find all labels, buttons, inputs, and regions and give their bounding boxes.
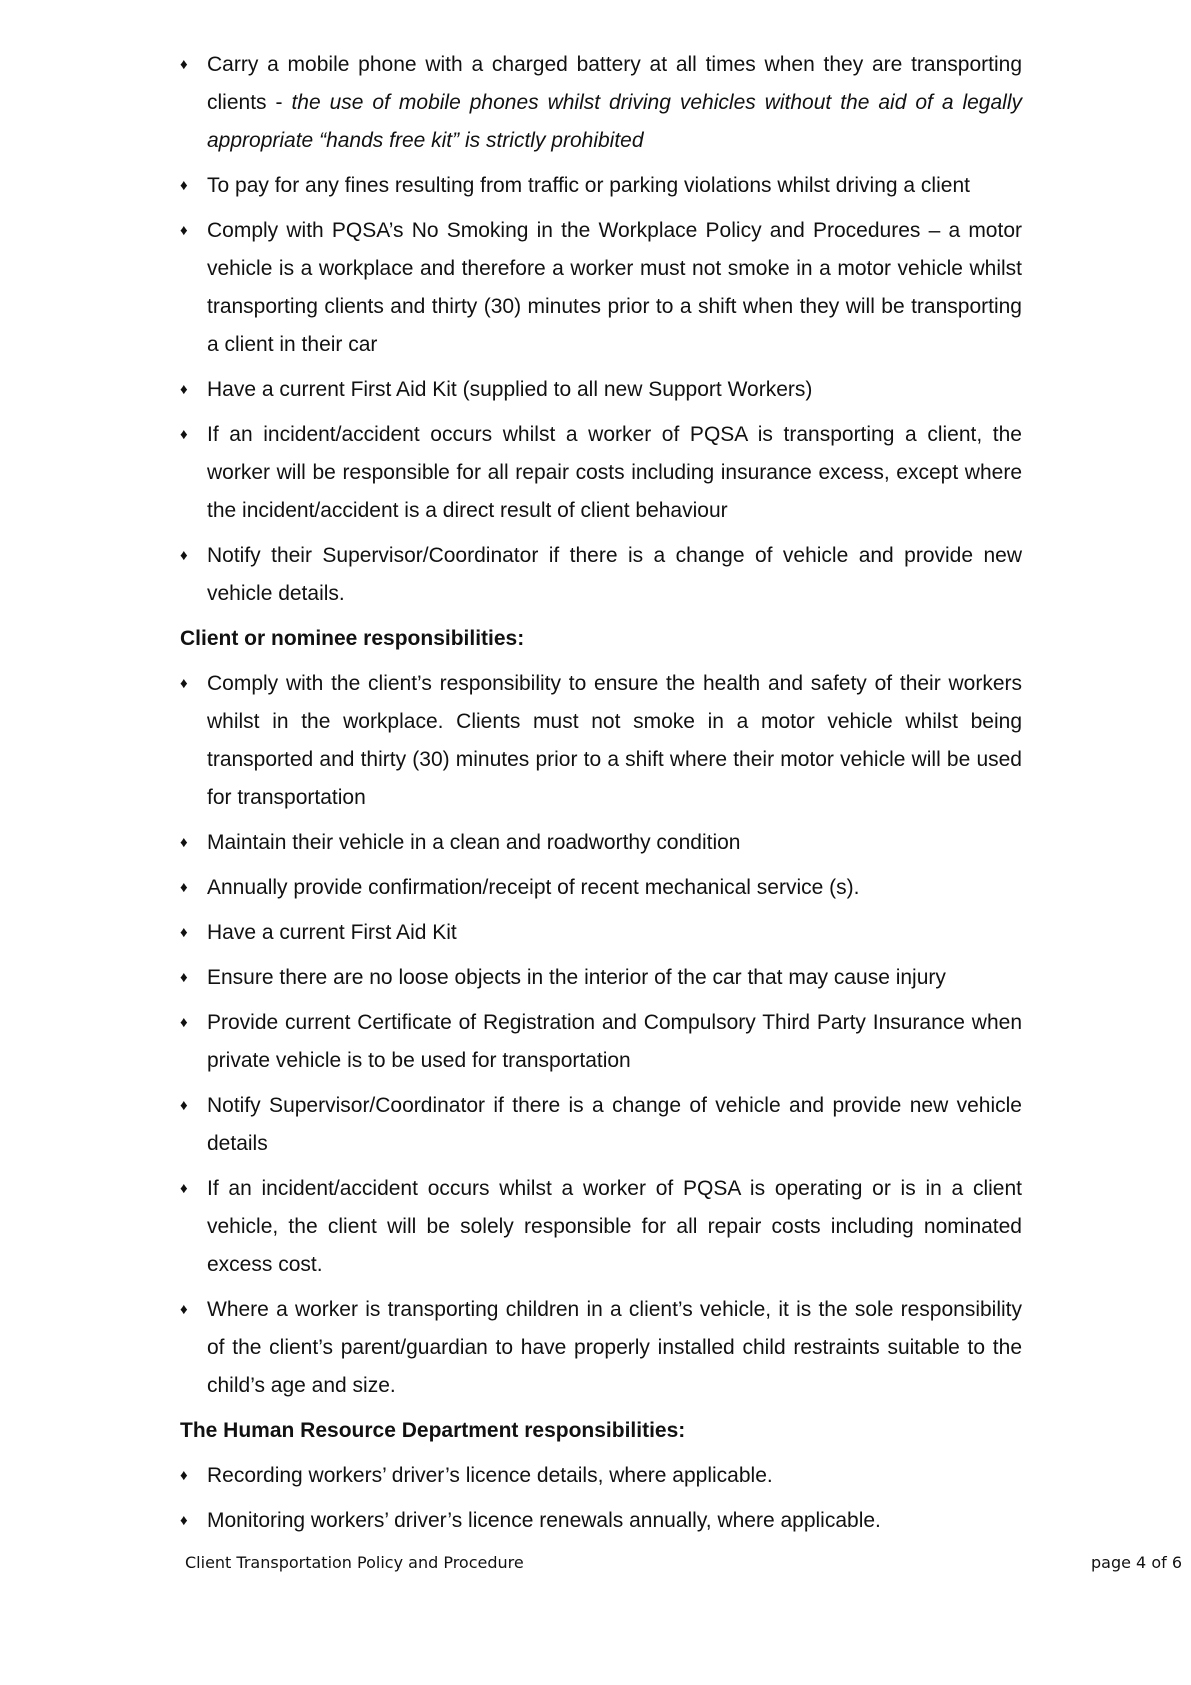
list-item	[180, 869, 1022, 907]
diamond-bullet-icon: ♦	[180, 1512, 188, 1529]
list-item	[180, 212, 1022, 364]
diamond-bullet-icon: ♦	[180, 879, 188, 896]
diamond-bullet-icon: ♦	[180, 969, 188, 986]
item-text: Monitoring workers’ driver’s licence renewals annually, where applicable.	[207, 1509, 881, 1532]
item-text: Recording workers’ driver’s licence details, where applicable.	[207, 1464, 773, 1487]
item-text: Where a worker is transporting children in a client’s vehicle, it is the sole responsibility of the client’s parent/guardian to have properly installed child restraints suitable to the child’s age and size.	[207, 1298, 1022, 1397]
item-text: Notify their Supervisor/Coordinator if there is a change of vehicle and provide new vehicle details.	[207, 544, 1022, 605]
footer-page-number: page 4 of 6	[1091, 1553, 1182, 1572]
list-item	[180, 1004, 1022, 1080]
diamond-bullet-icon: ♦	[180, 675, 188, 692]
diamond-bullet-icon: ♦	[180, 1467, 188, 1484]
diamond-bullet-icon: ♦	[180, 222, 188, 239]
diamond-bullet-icon: ♦	[180, 924, 188, 941]
list-item	[180, 167, 1022, 205]
list-item	[180, 1291, 1022, 1405]
item-text: Ensure there are no loose objects in the interior of the car that may cause injury	[207, 966, 946, 989]
diamond-bullet-icon: ♦	[180, 547, 188, 564]
item-text: If an incident/accident occurs whilst a worker of PQSA is operating or is in a client vehicle, the client will be solely responsible for all repair costs including nominated excess cost.	[207, 1177, 1022, 1276]
footer-document-title: Client Transportation Policy and Procedure	[185, 1553, 524, 1572]
diamond-bullet-icon: ♦	[180, 1097, 188, 1114]
list-item	[180, 824, 1022, 862]
item-text: To pay for any fines resulting from traffic or parking violations whilst driving a client	[207, 174, 970, 197]
item-text: If an incident/accident occurs whilst a worker of PQSA is transporting a client, the worker will be responsible for all repair costs including insurance excess, except where the incident/accident is a direct result of client behaviour	[207, 423, 1022, 522]
list-item	[180, 959, 1022, 997]
list-item	[180, 46, 1022, 160]
list-item	[180, 665, 1022, 817]
list-item	[180, 537, 1022, 613]
item-text: Have a current First Aid Kit	[207, 921, 457, 944]
list-item	[180, 1457, 1022, 1495]
item-text: Maintain their vehicle in a clean and roadworthy condition	[207, 831, 741, 854]
list-item	[180, 914, 1022, 952]
diamond-bullet-icon: ♦	[180, 1014, 188, 1031]
list-item	[180, 371, 1022, 409]
list-item	[180, 1170, 1022, 1284]
page-content	[180, 46, 1022, 1547]
client-responsibilities-heading: Client or nominee responsibilities:	[180, 627, 525, 650]
client-responsibilities-list	[180, 665, 1022, 1405]
diamond-bullet-icon: ♦	[180, 834, 188, 851]
hr-responsibilities-heading: The Human Resource Department responsibilities:	[180, 1419, 686, 1442]
item-text: Comply with PQSA’s No Smoking in the Workplace Policy and Procedures – a motor vehicle is a workplace and therefore a worker must not smoke in a motor vehicle whilst transporting clients and thirty (30) minutes prior to a shift when they will be transporting a client in their car	[207, 219, 1022, 356]
item-text: Comply with the client’s responsibility to ensure the health and safety of their workers whilst in the workplace. Clients must not smoke in a motor vehicle whilst being transported and thirty (30) minutes prior to a shift where their motor vehicle will be used for transportation	[207, 672, 1022, 809]
list-item	[180, 416, 1022, 530]
list-item	[180, 1087, 1022, 1163]
diamond-bullet-icon: ♦	[180, 381, 188, 398]
hr-responsibilities-list	[180, 1457, 1022, 1540]
worker-responsibilities-list	[180, 46, 1022, 613]
diamond-bullet-icon: ♦	[180, 56, 188, 73]
item-text: Notify Supervisor/Coordinator if there is a change of vehicle and provide new vehicle details	[207, 1094, 1022, 1155]
diamond-bullet-icon: ♦	[180, 177, 188, 194]
item-text: Carry a mobile phone with a charged battery at all times when they are transporting clients -	[207, 53, 1022, 114]
item-text: Provide current Certificate of Registration and Compulsory Third Party Insurance when private vehicle is to be used for transportation	[207, 1011, 1022, 1072]
item-text: Annually provide confirmation/receipt of recent mechanical service (s).	[207, 876, 860, 899]
diamond-bullet-icon: ♦	[180, 1301, 188, 1318]
diamond-bullet-icon: ♦	[180, 1180, 188, 1197]
item-text-italic: the use of mobile phones whilst driving vehicles without the aid of a legally appropriate “hands free kit” is strictly prohibited	[207, 91, 1022, 152]
diamond-bullet-icon: ♦	[180, 426, 188, 443]
list-item	[180, 1502, 1022, 1540]
item-text: Have a current First Aid Kit (supplied to all new Support Workers)	[207, 378, 813, 401]
